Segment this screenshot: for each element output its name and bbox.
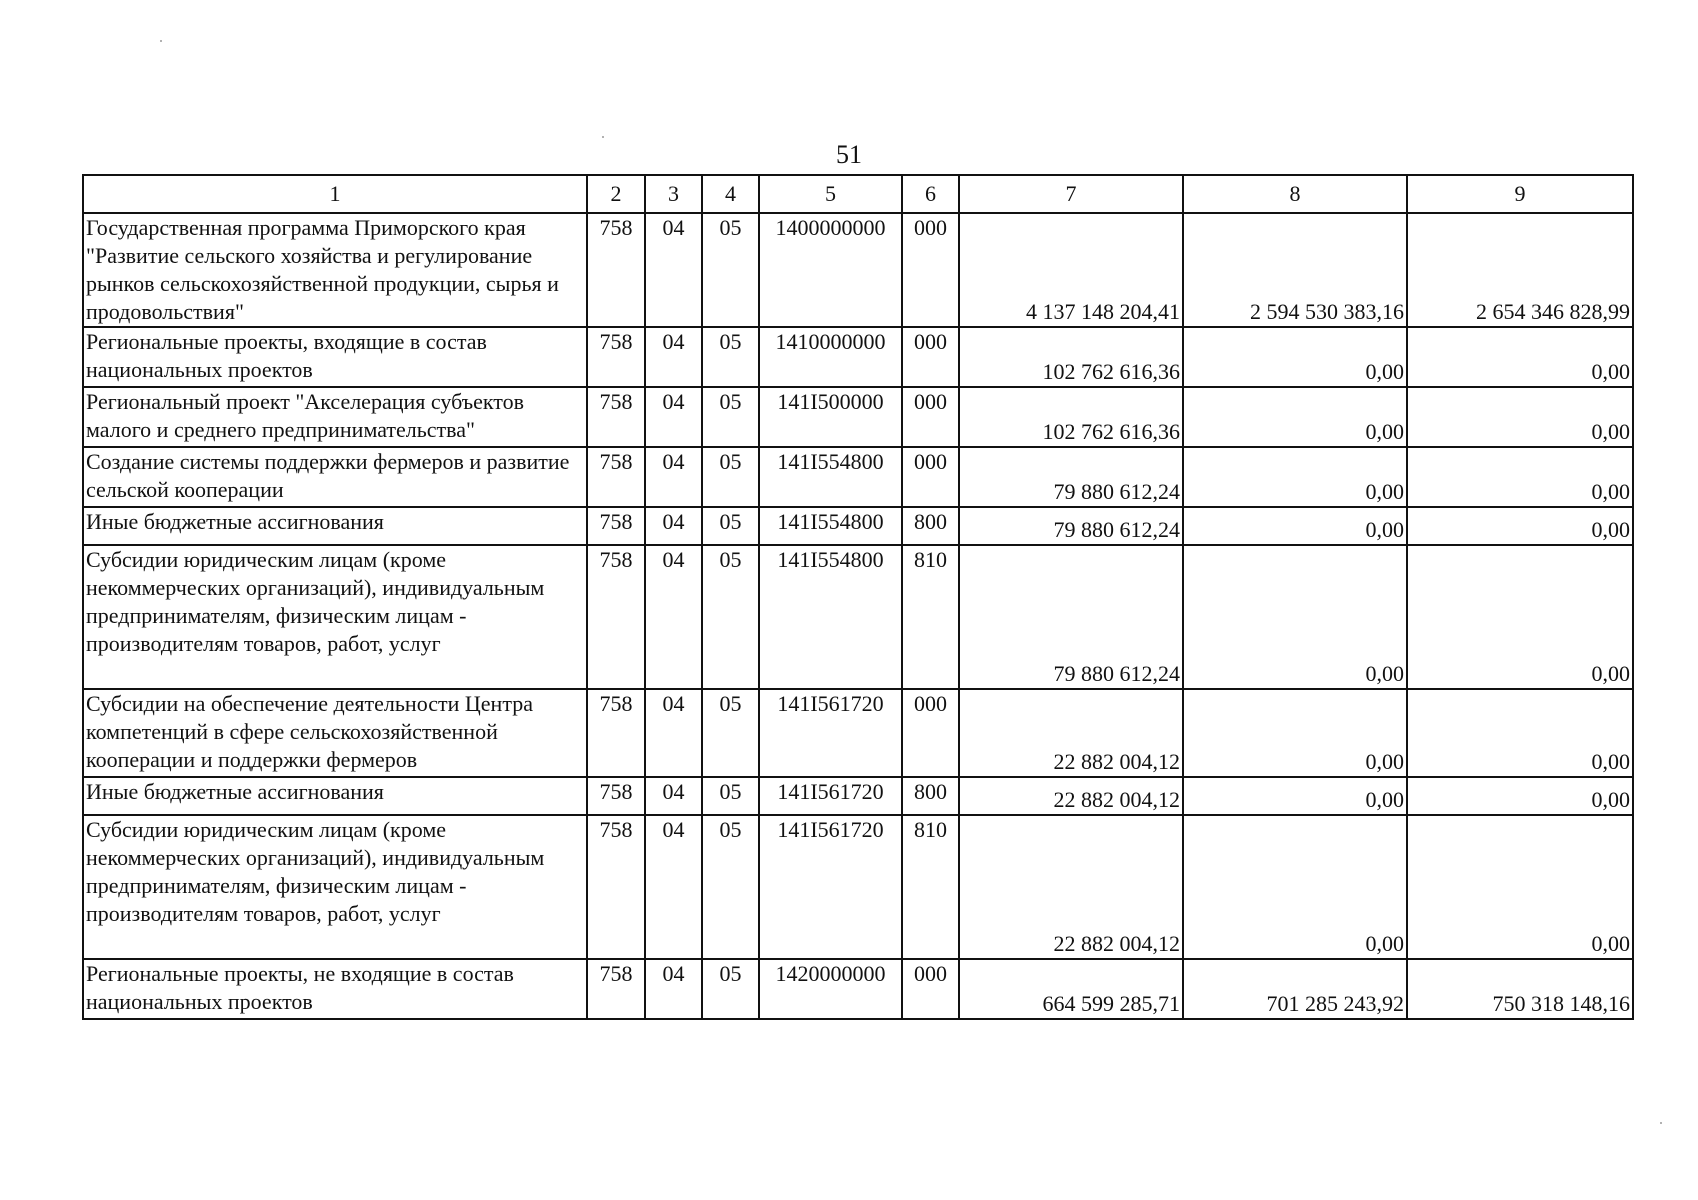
code-cell: 04 (645, 213, 702, 327)
column-header: 5 (759, 175, 902, 213)
code-cell: 05 (702, 447, 759, 507)
code-cell: 758 (587, 959, 645, 1019)
column-header: 1 (83, 175, 587, 213)
scan-speck (602, 136, 604, 138)
code-cell: 05 (702, 959, 759, 1019)
table-row (83, 959, 1633, 1019)
code-cell: 04 (645, 777, 702, 815)
code-cell: 141I561720 (759, 777, 902, 815)
row-name: Региональный проект "Акселерация субъектов малого и среднего предпринимательства" (83, 387, 587, 447)
amount-cell: 22 882 004,12 (959, 815, 1183, 959)
table-row (83, 387, 1633, 447)
column-header: 2 (587, 175, 645, 213)
scan-speck (160, 40, 162, 42)
code-cell: 758 (587, 689, 645, 777)
column-header: 7 (959, 175, 1183, 213)
code-cell: 05 (702, 507, 759, 545)
amount-cell: 0,00 (1183, 777, 1407, 815)
row-name: Региональные проекты, входящие в состав национальных проектов (83, 327, 587, 387)
amount-cell: 79 880 612,24 (959, 447, 1183, 507)
amount-cell: 0,00 (1407, 689, 1633, 777)
code-cell: 000 (902, 387, 959, 447)
page-number: 51 (836, 140, 862, 169)
code-cell: 04 (645, 447, 702, 507)
column-header: 6 (902, 175, 959, 213)
code-cell: 1410000000 (759, 327, 902, 387)
code-cell: 1400000000 (759, 213, 902, 327)
row-name: Региональные проекты, не входящие в состав национальных проектов (83, 959, 587, 1019)
table-row (83, 447, 1633, 507)
code-cell: 000 (902, 959, 959, 1019)
code-cell: 141I554800 (759, 507, 902, 545)
code-cell: 04 (645, 387, 702, 447)
amount-cell: 102 762 616,36 (959, 387, 1183, 447)
amount-cell: 79 880 612,24 (959, 507, 1183, 545)
row-name: Субсидии на обеспечение деятельности Центра компетенций в сфере сельскохозяйственной кооперации и поддержки фермеров (83, 689, 587, 777)
table-row (83, 507, 1633, 545)
row-name: Субсидии юридическим лицам (кроме некоммерческих организаций), индивидуальным предпринимателям, физическим лицам - производителям товаров, работ, услуг (83, 815, 587, 959)
code-cell: 141I500000 (759, 387, 902, 447)
column-header: 9 (1407, 175, 1633, 213)
row-name: Создание системы поддержки фермеров и развитие сельской кооперации (83, 447, 587, 507)
row-name: Иные бюджетные ассигнования (83, 777, 587, 815)
code-cell: 04 (645, 507, 702, 545)
amount-cell: 2 594 530 383,16 (1183, 213, 1407, 327)
table-row (83, 327, 1633, 387)
amount-cell: 0,00 (1407, 327, 1633, 387)
amount-cell: 0,00 (1183, 507, 1407, 545)
amount-cell: 0,00 (1183, 447, 1407, 507)
code-cell: 05 (702, 213, 759, 327)
code-cell: 141I554800 (759, 545, 902, 689)
amount-cell: 750 318 148,16 (1407, 959, 1633, 1019)
code-cell: 05 (702, 689, 759, 777)
code-cell: 800 (902, 507, 959, 545)
amount-cell: 0,00 (1183, 545, 1407, 689)
code-cell: 800 (902, 777, 959, 815)
code-cell: 05 (702, 545, 759, 689)
amount-cell: 102 762 616,36 (959, 327, 1183, 387)
column-header: 8 (1183, 175, 1407, 213)
table-header-row (83, 175, 1633, 213)
code-cell: 758 (587, 507, 645, 545)
amount-cell: 0,00 (1183, 387, 1407, 447)
amount-cell: 2 654 346 828,99 (1407, 213, 1633, 327)
code-cell: 04 (645, 545, 702, 689)
code-cell: 758 (587, 447, 645, 507)
amount-cell: 0,00 (1407, 387, 1633, 447)
code-cell: 05 (702, 327, 759, 387)
table-row (83, 689, 1633, 777)
code-cell: 758 (587, 327, 645, 387)
column-header: 4 (702, 175, 759, 213)
amount-cell: 22 882 004,12 (959, 689, 1183, 777)
table-row (83, 213, 1633, 327)
code-cell: 000 (902, 447, 959, 507)
code-cell: 05 (702, 815, 759, 959)
scan-speck (1660, 1122, 1662, 1124)
amount-cell: 0,00 (1407, 815, 1633, 959)
code-cell: 141I554800 (759, 447, 902, 507)
amount-cell: 0,00 (1407, 507, 1633, 545)
code-cell: 04 (645, 815, 702, 959)
code-cell: 04 (645, 689, 702, 777)
code-cell: 000 (902, 689, 959, 777)
amount-cell: 4 137 148 204,41 (959, 213, 1183, 327)
row-name: Субсидии юридическим лицам (кроме некоммерческих организаций), индивидуальным предпринимателям, физическим лицам - производителям товаров, работ, услуг (83, 545, 587, 689)
code-cell: 758 (587, 815, 645, 959)
code-cell: 1420000000 (759, 959, 902, 1019)
code-cell: 141I561720 (759, 689, 902, 777)
table-row (83, 545, 1633, 689)
code-cell: 04 (645, 959, 702, 1019)
code-cell: 758 (587, 777, 645, 815)
amount-cell: 0,00 (1183, 327, 1407, 387)
code-cell: 141I561720 (759, 815, 902, 959)
amount-cell: 0,00 (1407, 545, 1633, 689)
amount-cell: 79 880 612,24 (959, 545, 1183, 689)
row-name: Иные бюджетные ассигнования (83, 507, 587, 545)
code-cell: 05 (702, 387, 759, 447)
code-cell: 000 (902, 327, 959, 387)
amount-cell: 0,00 (1407, 447, 1633, 507)
amount-cell: 0,00 (1407, 777, 1633, 815)
column-header: 3 (645, 175, 702, 213)
amount-cell: 0,00 (1183, 815, 1407, 959)
budget-table (82, 174, 1634, 1020)
code-cell: 758 (587, 213, 645, 327)
amount-cell: 701 285 243,92 (1183, 959, 1407, 1019)
code-cell: 04 (645, 327, 702, 387)
code-cell: 758 (587, 387, 645, 447)
amount-cell: 664 599 285,71 (959, 959, 1183, 1019)
code-cell: 000 (902, 213, 959, 327)
amount-cell: 22 882 004,12 (959, 777, 1183, 815)
code-cell: 758 (587, 545, 645, 689)
code-cell: 810 (902, 815, 959, 959)
row-name: Государственная программа Приморского края "Развитие сельского хозяйства и регулирование рынков сельскохозяйственной продукции, сырья и продовольствия" (83, 213, 587, 327)
code-cell: 05 (702, 777, 759, 815)
table-row (83, 777, 1633, 815)
table-row (83, 815, 1633, 959)
code-cell: 810 (902, 545, 959, 689)
amount-cell: 0,00 (1183, 689, 1407, 777)
